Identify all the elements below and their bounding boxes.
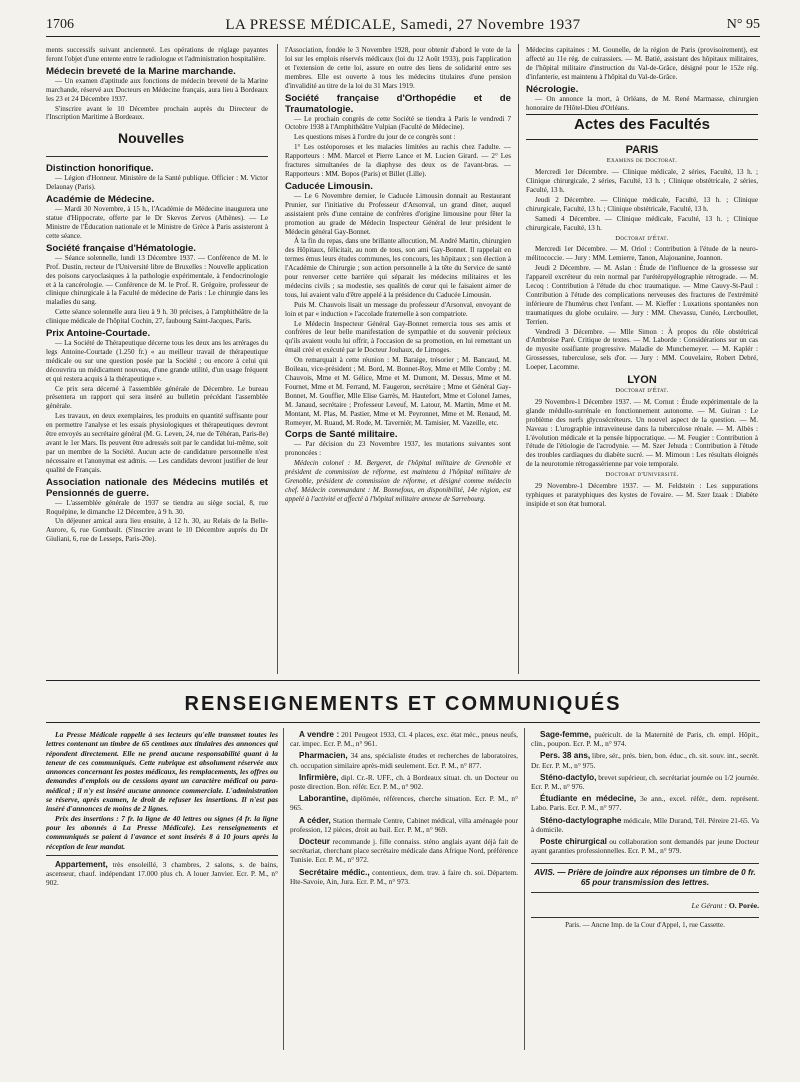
- column-2: [285, 46, 511, 674]
- paragraph: On remarquait à cette réunion : M. Baraige, trésorier ; M. Bancaud, M. Boileau, vice-président ; M. Bord, M. Bonnet-Roy, Mme et Mlle Comby ; M. Chauvois, Mme et M. Gélice, Mme et M. Dumont, M. Dessus, Mme et M. Fournet, Mme et M. Ferrand, M. Faugeron, secrétaire ; Mme et Général Gay-Bonnet, M. Gouffier, Mlle Elise Garrès, M. Hautefort, Mme et Colonel James, M. Janaud, secrétaire ; Professeur Leveuf, M. Latour, M. Martin, Mme et M. Montant, M. Plas, M. Pastier, Mme et M. Peyronnet, Mme et M. Renaud, M. Romeyer, M. Ruaud, M. Rode, M. Taverniér, M. Tamisier, M. Vazeille, etc.: [285, 356, 511, 427]
- continued-text: Médecins capitaines : M. Gounelle, de la région de Paris (provisoirement), est affecté au 11e rég. de cuirassiers. — M. Batié, assistant des hôpitaux militaires, de l'hôpital militaire d'instruction du Val-de-Grâce, désigné pour le 152e rég. d'infanterie, est maintenu à l'hôpital du Val-de-Grâce.: [526, 46, 758, 81]
- paragraph: 29 Novembre-1 Décembre 1937. — M. Cornut : Étude expérimentale de la glande médullo-surrénale en fonctionnement autonome. — M. Guiran : Le problème des nerfs glycosécréteurs. Un nouvel aspect de la question. — M. Naveau : L'urographie intraveineuse dans la tuberculose rénale. — M. Albès : L'évolution médicale et la pensée hippocratique. — M. Feugier : Contribution à l'étude de l'étiologie de l'acrodynie. — M. Szer Jehuda : Contribution à l'étude des troubles cardiaques du diabète sucré. — M. Mimoun : Les résultats éloignés de la neurotomie rétrogassérienne par voie temporale.: [526, 397, 758, 469]
- paragraph: Les travaux, en deux exemplaires, les produits en quantité suffisante pour en permettre l'analyse et les essais physiologiques et thérapeutiques devront être envoyés au secrétaire général (M. G. Leven, 24, rue de Téhéran, Paris-8e) avant le 1er Mars. Ils peuvent être adressés soit par le candidat lui-même, soit par un membre de la Société. Aucun acte de candidature personnelle n'est nécessaire et l'anonymat est admis. — Les candidats devront justifier de leur qualité de Français.: [46, 412, 268, 474]
- column-divider: [518, 44, 519, 674]
- continued-text: ments successifs suivant ancienneté. Les opérations de réglage payantes feront l'objet d'une entente entre le radiologue et l'administration hospitalière.: [46, 46, 268, 63]
- paragraph: — Mardi 30 Novembre, à 15 h., l'Académie de Médecine inaugurera une statue d'Hippocrate, offerte par le Dr Skevos Zervos (Athènes). — Le Ministre de l'Éducation nationale et le Ministre de Grèce à Paris assisteront à cette séance.: [46, 205, 268, 240]
- city-heading-lyon: LYON: [627, 374, 657, 387]
- ad-text: libre, sér., prés. bien, bon. éduc., ch. sit. souv. int., secrét. Dr. Ecr. P. M., n° 975.: [531, 751, 759, 770]
- ad-keyword: Pers. 38 ans,: [540, 751, 591, 761]
- nouvelles-banner: [46, 130, 268, 157]
- paragraph: Médecin colonel : M. Bergeret, de l'hôpital militaire de Grenoble et président de commission de réforme, est maintenu à l'hôpital militaire de Grenoble, président de commission de réforme, et désigné comme médecin chef. Médecin commandant : M. Bonnefous, en disponibilité, 14e région, est appelé à l'activité et affecté à l'hôpital militaire annexe de Sarrebourg.: [285, 459, 511, 503]
- classifieds-column-1: [46, 730, 278, 1060]
- classifieds-intro: [46, 730, 278, 851]
- ads-list: [290, 730, 518, 886]
- ad-keyword: Appartement,: [55, 859, 108, 869]
- section-heading: Société française d'Orthopédie et de Traumatologie.: [285, 92, 511, 115]
- paragraph: Puis M. Chauvois lisait un message du professeur d'Arsonval, envoyant de loin et par « induction » l'accolade fraternelle à son compatriote.: [285, 300, 511, 318]
- paragraph: À la fin du repas, dans une brillante allocution, M. André Martin, chirurgien des Hôpitaux, félicitait, au nom de tous, son ami Gay-Bonnet. Il rappelait en termes émus leurs études communes, les concours, les hôpitaux ; son élection à l'Académie de Chirurgie ; son action personnelle à la tête du Service de santé pour renverser cette barrière qui séparait les médecins militaires et les médecins civils ; sa modestie, ses qualités de cœur qui le faisaient aimer de tous, lui avaient valu d'être appelé à la présidence du Caducée Limousin.: [285, 237, 511, 299]
- paragraph: Vendredi 3 Décembre. — Mlle Simon : À propos du rôle obstétrical d'Ambroise Paré. Critique de textes. — M. Laborde : Considérations sur un cas de myosite ossifiante progressive. Maladie de Munchemeyer. — M. Kaplér : Grossesses, tuberculose, sels d'or. — Jury : MM. Couvelaire, Robert Debré, Loeper, Lacomme.: [526, 327, 758, 372]
- facultes-title: Actes des Facultés: [574, 116, 710, 134]
- ad-text: diplômée, références, cherche situation. Ecr. P. M., n° 965.: [290, 794, 518, 813]
- paragraph: — Séance solennelle, lundi 13 Décembre 1937. — Conférence de M. le Prof. Dustin, recteur de l'Université libre de Bruxelles : Nouvelle application des poisons caryoclasiques à la pathologie expérimentale, à l'endocrinologie et à la cancérologie. — Conférence de M. le Prof. R. Grégoire, professeur de clinique chirurgicale à la Faculté de médecine de Paris : Le chirurgie dans les maladies du sang.: [46, 253, 268, 307]
- ad-text: dipl. Cr.-R. UFF., ch. à Bordeaux situat. ch. un Docteur ou poste direction. Bon. référ. Ecr. P. M., n° 902.: [290, 772, 518, 792]
- classified-ad: [531, 794, 759, 812]
- column-1: [46, 46, 268, 674]
- section-rule: [46, 680, 760, 681]
- renseignements-title: RENSEIGNEMENTS ET COMMUNIQUÉS: [184, 693, 622, 715]
- ad-keyword: Étudiante en médecine,: [540, 794, 637, 804]
- paragraph: Un déjeuner amical aura lieu ensuite, à 12 h. 30, au Relais de la Belle-Aurore, 6, rue Gombault. (S'inscrire avant le 10 Décembre auprès du Dr Giuliani, 6, rue de Lesseps, Paris-20e).: [46, 517, 268, 544]
- section-heading: Corps de Santé militaire.: [285, 429, 398, 441]
- section-heading: Nécrologie.: [526, 83, 579, 95]
- subheading: Examens de Doctorat.: [606, 157, 678, 165]
- ad-keyword: Infirmière,: [299, 772, 339, 782]
- ads-list: [531, 730, 759, 855]
- section-heading: Prix Antoine-Courtade.: [46, 328, 151, 340]
- classifieds-column-2: [290, 730, 518, 1060]
- ad-keyword: Docteur: [299, 837, 330, 847]
- printer-line: Paris. — Ancne Imp. de la Cour d'Appel, 1, rue Cassette.: [531, 917, 759, 930]
- ad-keyword: A vendre :: [299, 730, 340, 739]
- section-heading: Caducée Limousin.: [285, 180, 373, 192]
- paragraph: S'inscrire avant le 10 Décembre prochain auprès du Directeur de l'Inscription Maritime à Bordeaux.: [46, 104, 268, 122]
- intro-paragraph: La Presse Médicale rappelle à ses lecteurs qu'elle transmet toutes les lettres contenant un timbre de 65 centimes aux titulaires des annonces qui répondent directement. Elle ne prend aucune responsabilité quant à la teneur de ces communiqués. Cette rubrique est absolument réservée aux annonces concernant les postes médicaux, les remplacements, les offres ou demandes d'emplois ou de cessions ayant un caractère médical ou para-médical ; il n'y est inséré aucune annonce commerciale. L'administration se réserve, après examen, le droit de refuser les insertions. Il n'est pas inséré d'annonces de moins de 2 lignes.: [46, 730, 278, 814]
- section-heading: Société française d'Hématologie.: [46, 242, 196, 254]
- ad-keyword: Pharmacien,: [299, 751, 348, 761]
- journal-title: LA PRESSE MÉDICALE, Samedi, 27 Novembre 1937: [225, 16, 581, 33]
- ad-text: très ensoleillé, 3 chambres, 2 salons, s. de bains, ascenseur, chauf. indépendant 17.000 plus ch. A louer Janvier. Ecr. P. M., n° 902.: [46, 859, 278, 888]
- classified-ad: [531, 751, 759, 769]
- subheading: Doctorat d'État.: [615, 234, 669, 242]
- paragraph: 29 Novembre-1 Décembre 1937. — M. Feldstein : Les suppurations typhiques et paratyphiques des kystes de l'ovaire. — M. Szer Izaak : Diabète insipide et son état humoral.: [526, 482, 758, 508]
- classified-ad: [290, 816, 518, 834]
- ad-keyword: Sténo-dactylo,: [540, 772, 597, 782]
- paragraph: — L'assemblée générale de 1937 se tiendra au siège social, 8, rue Roquépine, le dimanche 12 Décembre, à 9 h. 30.: [46, 498, 268, 516]
- ad-text: 201 Peugeot 1933, Cl. 4 places, exc. état méc., pneus neufs, car. impec. Ecr. P. M., n° 961.: [290, 730, 518, 749]
- classified-ad: [46, 860, 278, 888]
- subheading: Doctorat d'État.: [615, 387, 669, 394]
- paragraph: — On annonce la mort, à Orléans, de M. René Marmasse, chirurgien honoraire de l'Hôtel-Dieu d'Orléans.: [526, 94, 758, 112]
- paragraph: Les questions mises à l'ordre du jour de ce congrès sont :: [294, 133, 456, 142]
- ad-text: ou collaboration sont demandés par jeune Docteur ayant garanties professionnelles. Ecr. P. M., n° 979.: [531, 837, 759, 856]
- avis-notice: AVIS. — Prière de joindre aux réponses un timbre de 0 fr. 65 pour transmission des lettres.: [531, 863, 759, 893]
- column-3: [526, 46, 758, 674]
- section-heading: Association nationale des Médecins mutilés et Pensionnés de guerre.: [46, 476, 268, 499]
- paragraph: — Un examen d'aptitude aux fonctions de médecin breveté de la Marine marchande, réservé aux Docteurs en Médecine français, aura lieu à Bordeaux les 23 et 24 Décembre 1937.: [46, 76, 268, 103]
- paragraph: — Légion d'Honneur. Ministère de la Santé publique. Officier : M. Victor Delaunay (Paris).: [46, 174, 268, 192]
- ad-text: 34 ans, spécialiste études et recherches de laboratoires, ch. occupation similaire après-midi seulement. Ecr. P. M., n° 877.: [290, 751, 518, 770]
- subheading: Doctorat d'Université.: [605, 471, 679, 479]
- ad-keyword: Poste chirurgical: [540, 837, 607, 847]
- gerant-name: O. Porée.: [728, 901, 759, 911]
- classified-ad: [531, 816, 759, 834]
- classified-ad: [531, 837, 759, 855]
- ad-text: puéricult. de la Maternité de Paris, ch. empl. Hôpit., clin., poupon. Ecr. P. M., n° 974.: [531, 730, 759, 749]
- classified-ad: [290, 751, 518, 769]
- classifieds-column-3: [531, 730, 759, 1060]
- ad-text: brevet supérieur, ch. secrétariat journée ou 1/2 journée. Ecr. P. M., n° 976.: [531, 772, 759, 792]
- ad-text: Station thermale Centre, Cabinet médical, villa aménagée pour profession, 12 pièces, droit au bail. Ecr. P. M., n° 969.: [290, 815, 518, 834]
- classified-ad: [290, 730, 518, 748]
- paragraph: — Le prochain congrès de cette Société se tiendra à Paris le vendredi 7 Octobre 1938 à l'Amphithéâtre Vulpian (Faculté de Médecine).: [285, 114, 511, 132]
- paragraph: Cette séance solennelle aura lieu à 9 h. 30 précises, à l'amphithéâtre de la clinique médicale de l'hôpital Cochin, 27, faubourg Saint-Jacques, Paris.: [46, 308, 268, 326]
- classified-ad: [290, 794, 518, 812]
- ad-text: 3e ann., excel. référ., dem. représent. Labo. Paris. Ecr. P. M., n° 977.: [531, 794, 759, 813]
- paragraph: Jeudi 2 Décembre. — Clinique médicale, Faculté, 13 h. ; Clinique chirurgicale, Faculté, 13 h. ; Clinique obstétricale, Faculté, 13 h.: [526, 195, 758, 213]
- column-divider: [524, 728, 525, 1050]
- ad-text: contentieux, dem. trav. à faire ch. soi. Départem. Hte-Savoie, Ain, Jura. Ecr. P. M., n° 973.: [290, 867, 518, 886]
- section-heading: Médecin breveté de la Marine marchande.: [46, 65, 236, 77]
- gerant-line: [531, 901, 759, 910]
- facultes-banner: [526, 114, 758, 140]
- column-divider: [277, 44, 278, 674]
- ad-text: recommande j. fille connaiss. sténo anglais ayant déjà fait de secrétariat, cherchant place secrétaire médicale dans Afrique Nord, préférence Tunisie. Ecr. P. M., n° 972.: [290, 837, 518, 865]
- column-divider: [283, 728, 284, 1050]
- ad-keyword: A céder,: [299, 815, 331, 825]
- ad-keyword: Secrétaire médic.,: [299, 867, 370, 877]
- paragraph: Jeudi 2 Décembre. — M. Aslan : Étude de l'influence de la grossesse sur l'appareil excréteur du rein normal par l'urétéropyélographie rétrograde. — M. Lecoq : Contribution à l'étude du choc traumatique. — Mme Cauvy-St-Paul : Contribution à l'étude des complications nerveuses des fractures de l'extrémité inférieure de l'humérus chez l'enfant. — M. Kieffer : Luxations spontanées non traumatiques du globe oculaire. — Jury : MM. Chevassu, Cunéo, Lercboullet, Terrien.: [526, 264, 758, 326]
- gerant-label: Le Gérant :: [691, 901, 727, 911]
- ad-keyword: Sage-femme,: [540, 730, 591, 739]
- paragraph: — La Société de Thérapeutique décerne tous les deux ans les arrérages du legs Antoine-Courtade (1.250 fr.) « au meilleur travail de thérapeutique médicale ou sur une question posée par la Société ; ou encore à celui qui découvrira un médicament nouveau, d'une grande utilité, d'un usage fréquent et qui restera acquis à la thérapeutique ».: [46, 339, 268, 383]
- paragraph: Mercredi 1er Décembre. — M. Oriol : Contribution à l'étude de la neuro-mélitococcie. — Jury : MM. Lemierre, Tanon, Alajouanine, Joannon.: [526, 245, 758, 263]
- section-heading: Académie de Médecine.: [46, 194, 155, 206]
- nouvelles-title: Nouvelles: [118, 130, 185, 147]
- ad-keyword: Laborantine,: [299, 794, 349, 804]
- section-heading: Distinction honorifique.: [46, 163, 154, 175]
- city-heading-paris: PARIS: [625, 144, 659, 157]
- ad-text: médicale, Mlle Durand, Tél. Péreire 21-65. Va à domicile.: [531, 815, 759, 834]
- paragraph: 1° Les ostéoporoses et les malacies limitées au rachis chez l'adulte. — Rapporteurs : MM. Marcel et Pierre Lance et M. Lucien Girard. — 2° Les fractures simultanées de la diaphyse des deux os de l'avant-bras. — Rapporteurs : MM. Bopos (Paris) et Billet (Lille).: [285, 143, 511, 178]
- paragraph: Ce prix sera décerné à l'assemblée générale de Décembre. Le bureau présentera un rapport qui sera inséré au bulletin précédant l'assemblée générale.: [46, 384, 268, 411]
- page-number: 1706: [46, 17, 74, 32]
- paragraph: — Par décision du 23 Novembre 1937, les mutations suivantes sont prononcées :: [285, 440, 511, 458]
- section-rule: [46, 722, 760, 723]
- paragraph: Le Médecin Inspecteur Général Gay-Bonnet remercia tous ses amis et confrères de leur belle manifestation de sympathie et du souvenir précieux qu'ils avaient voulu lui offrir, à l'occasion de sa promotion, en lui remettant un émail créé et exécuté par le Docteur Jouhaux, de Limoges.: [285, 319, 511, 355]
- classified-ad: [290, 773, 518, 791]
- intro-paragraph: Prix des insertions : 7 fr. la ligne de 40 lettres ou signes (4 fr. la ligne pour les abonnés à La Presse Médicale). Les renseignements et communiqués se paient à l'avance et sont insérés 8 à 10 jours après la réception de leur mandat.: [46, 813, 278, 851]
- paragraph: Mercredi 1er Décembre. — Clinique médicale, 2 séries, Faculté, 13 h. ; Clinique chirurgicale, 2 séries, Faculté, 13 h. ; Clinique obstétricale, 2 séries, Faculté, 13 h.: [526, 168, 758, 194]
- divider: [46, 855, 278, 856]
- classified-ad: [531, 730, 759, 748]
- paragraph: Samedi 4 Décembre. — Clinique médicale, Faculté, 13 h. ; Clinique chirurgicale, Faculté, 13 h.: [526, 214, 758, 232]
- classified-ad: [531, 773, 759, 791]
- ad-keyword: Sténo-dactylographe: [540, 815, 622, 825]
- paragraph: — Le 6 Novembre dernier, le Caducée Limousin donnait au Restaurant Prunier, sur l'initiative du Professeur d'Arsonval, un grand dîner, auquel assistaient près d'une centaine de confrères d'origine limousine pour fêter la promotion au grade de Médecin Inspecteur Général de leur président le Médecin général Gay-Bonnet.: [285, 191, 511, 236]
- issue-number: N° 95: [726, 17, 760, 32]
- continued-text: l'Association, fondée le 3 Novembre 1928, pour obtenir d'abord le vote de la loi sur les emplois réservés médicaux (loi du 12 Août 1933), puis l'application et l'extension de cette loi, assure en outre des liens de solidarité entre ses membres. Elle est ouverte à tous les médecins titulaires d'une pension d'invalidité au titre de la loi du 31 Mars 1919.: [285, 46, 511, 90]
- ads-list: [46, 860, 278, 888]
- masthead: [46, 14, 760, 37]
- classified-ad: [290, 837, 518, 865]
- classified-ad: [290, 868, 518, 886]
